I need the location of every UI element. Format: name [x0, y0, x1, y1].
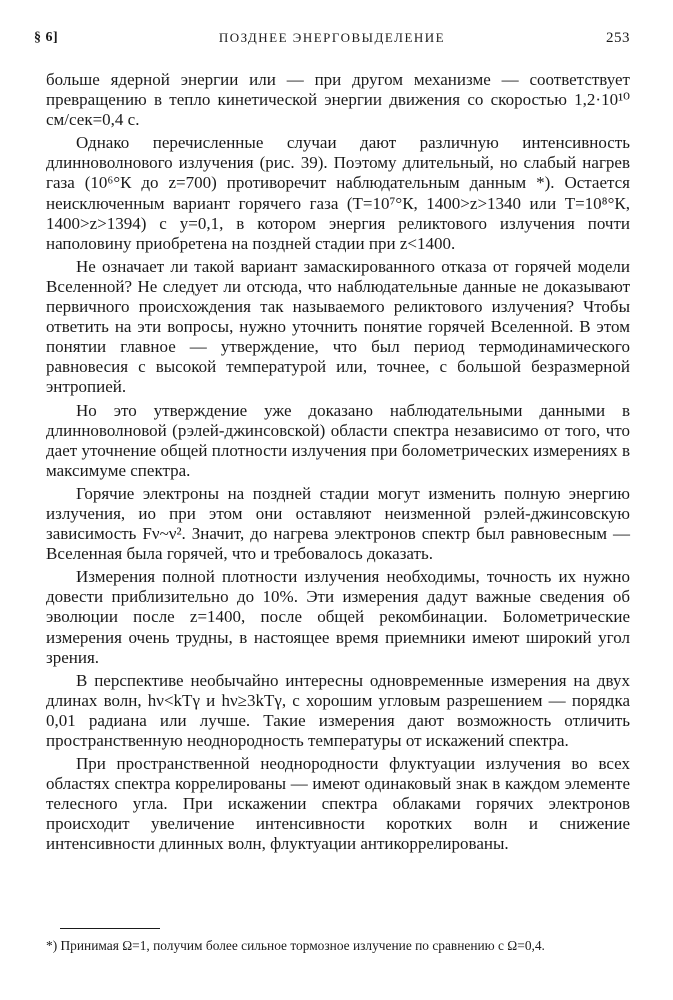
running-title: ПОЗДНЕЕ ЭНЕРГОВЫДЕЛЕНИЕ [218, 30, 446, 45]
paragraph-hot-model: Не означает ли такой вариант замаскированного отказа от горячей модели Вселенной? Не следует ли отсюда, что наблюдательные данные не доказывают первичного происхождения так называемого реликтового излучения? Чтобы ответить на эти вопросы, нужно уточнить понятие горячей Вселенной. В этом понятии главное — утверждение, что был период термодинамического равновесия с высокой температурой или, точнее, с большой безразмерной энтропией. [46, 256, 630, 397]
running-head [34, 30, 630, 50]
paragraph-continued: больше ядерной энергии или — при другом механизме — соответствует превращению в тепло кинетической энергии движения со скоростью 1,2·10¹⁰ см/сек=0,4 с. [46, 70, 630, 130]
paragraph-heating: Однако перечисленные случаи дают различную интенсивность длинноволнового излучения (рис. 39). Поэтому длительный, но слабый нагрев газа (10⁶°К до z=700) противоречит наблюдательным данным *). Остается неисключенным вариант горячего газа (T=10⁷°К, 1400>z>1340 или T=10⁸°К, 1400>z>1394) с y=0,1, в котором энергия реликтового излучения почти наполовину приобретена на поздней стадии при z<1400. [46, 133, 630, 253]
paragraph-rayleigh-jeans: Но это утверждение уже доказано наблюдательными данными в длинноволновой (рэлей-джинсовской) области спектра независимо от того, что дает уточнение общей плотности излучения при болометрических измерениях в максимуме спектра. [46, 400, 630, 480]
body-text [46, 70, 630, 858]
paragraph-hot-electrons: Горячие электроны на поздней стадии могут изменить полную энергию излучения, ио при этом они оставляют неизменной рэлей-джинсовскую зависимость Fν~ν². Значит, до нагрева электронов спектр был равновесным — Вселенная была горячей, что и требовалось доказать. [46, 483, 630, 564]
page-number: 253 [606, 30, 630, 46]
section-marker: § 6] [34, 30, 59, 45]
paragraph-two-wavelengths: В перспективе необычайно интересны одновременные измерения на двух длинах волн, hν<kTγ и hν≥3kTγ, с хорошим угловым разрешением — порядка 0,01 радиана или лучше. Такие измерения дают возможность отличить пространственную неоднородность температуры от искажений спектра. [46, 670, 630, 750]
footnote: *) Принимая Ω=1, получим более сильное тормозное излучение по сравнению с Ω=0,4. [46, 938, 545, 953]
paragraph-fluctuations: При пространственной неоднородности флуктуации излучения во всех областях спектра коррелированы — имеют одинаковый знак в каждом элементе телесного угла. При искажении спектра облаками горячих электронов происходит увеличение интенсивности коротких волн и снижение интенсивности длинных волн, флуктуации антикоррелированы. [46, 754, 630, 854]
footnote-rule [60, 928, 160, 929]
paragraph-measurements: Измерения полной плотности излучения необходимы, точность их нужно довести приблизительно до 10%. Эти измерения дадут важные сведения об эволюции после z=1400, после общей рекомбинации. Болометрические измерения очень трудны, в настоящее время приемники имеют широкий угол зрения. [46, 567, 630, 667]
